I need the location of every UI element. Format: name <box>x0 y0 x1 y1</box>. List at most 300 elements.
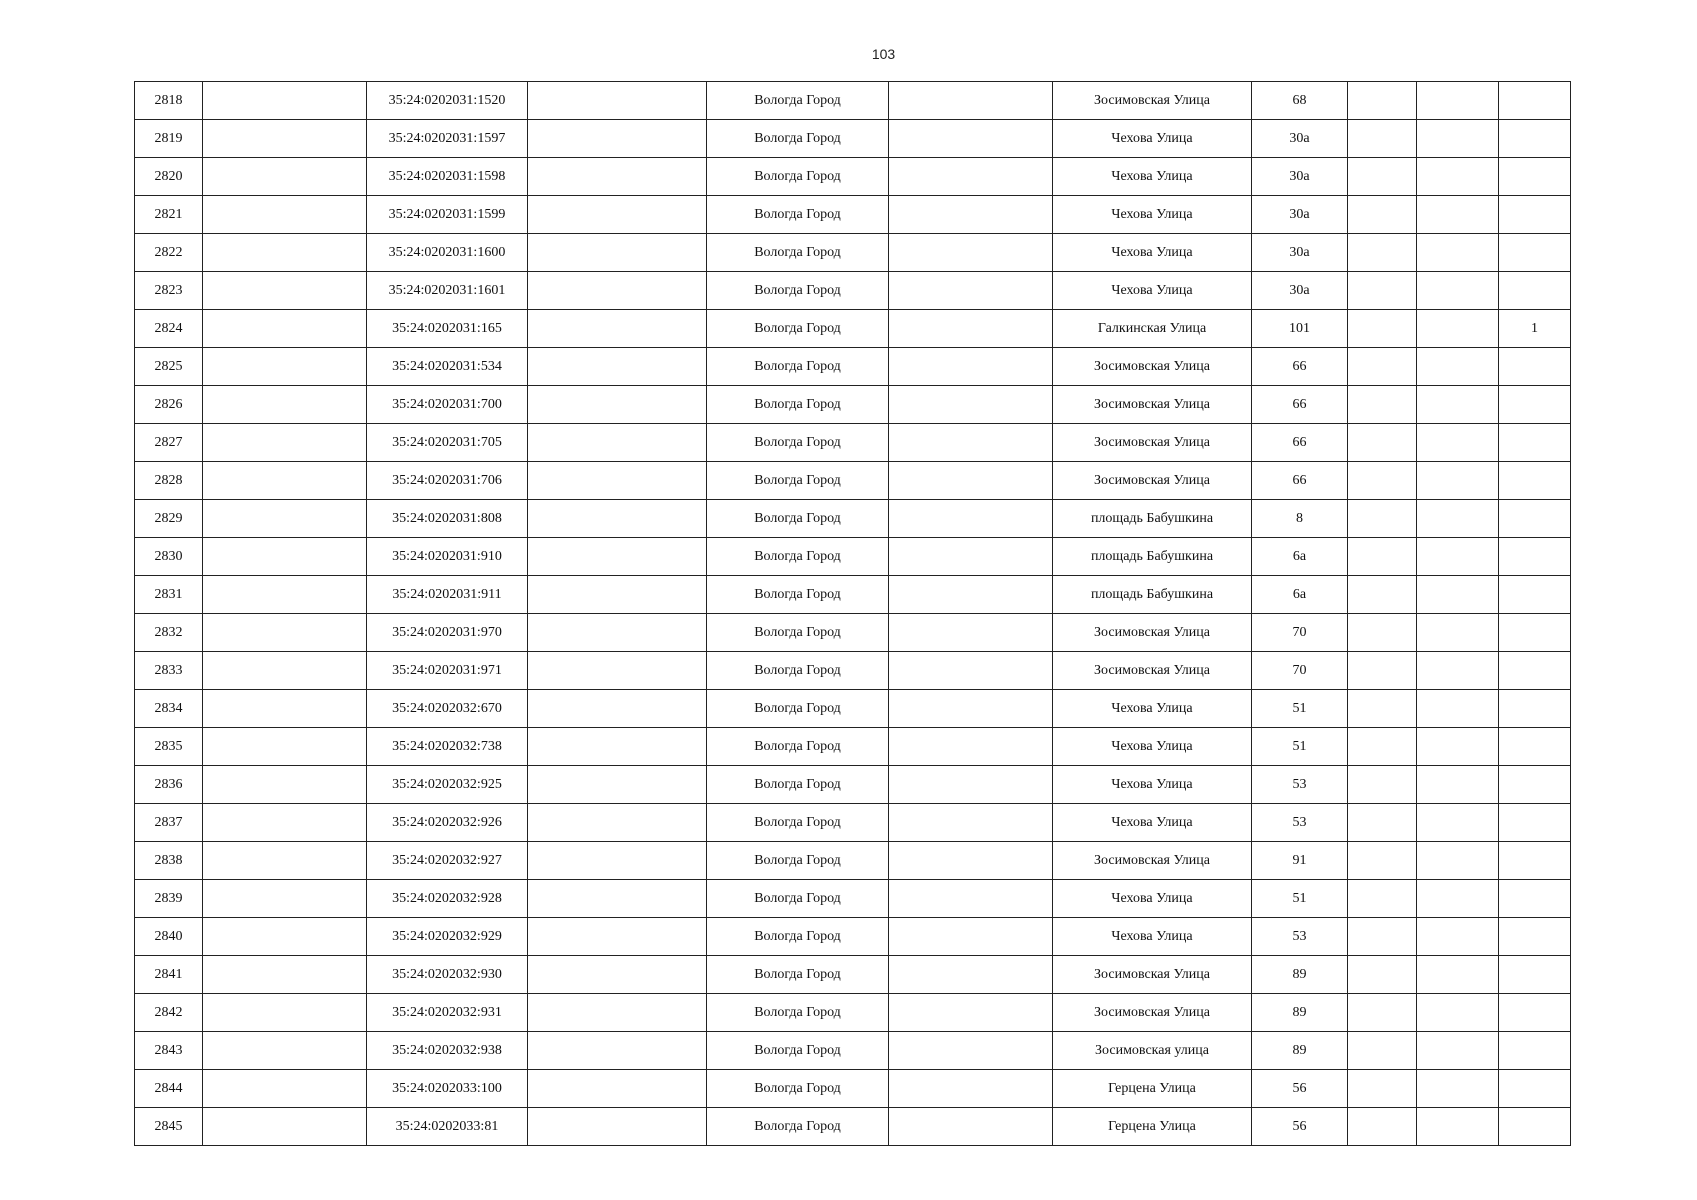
empty-cell <box>889 158 1053 196</box>
cadastral-number-cell: 35:24:0202031:700 <box>367 386 528 424</box>
table-row <box>135 880 1571 918</box>
table-row <box>135 386 1571 424</box>
street-cell: Зосимовская Улица <box>1053 82 1252 120</box>
cadastral-number-cell: 35:24:0202033:81 <box>367 1108 528 1146</box>
street-cell: Чехова Улица <box>1053 728 1252 766</box>
house-number-cell: 6а <box>1252 576 1348 614</box>
table-row <box>135 310 1571 348</box>
empty-cell <box>528 462 707 500</box>
city-cell: Вологда Город <box>707 842 889 880</box>
count-cell <box>1499 880 1571 918</box>
count-cell <box>1499 234 1571 272</box>
empty-cell <box>1417 196 1499 234</box>
empty-cell <box>1348 956 1417 994</box>
empty-cell <box>889 1070 1053 1108</box>
table-row <box>135 956 1571 994</box>
cadastral-number-cell: 35:24:0202031:1599 <box>367 196 528 234</box>
cadastral-number-cell: 35:24:0202031:1520 <box>367 82 528 120</box>
row-number-cell: 2830 <box>135 538 203 576</box>
empty-cell <box>528 804 707 842</box>
city-cell: Вологда Город <box>707 82 889 120</box>
empty-cell <box>1348 994 1417 1032</box>
house-number-cell: 89 <box>1252 1032 1348 1070</box>
street-cell: Герцена Улица <box>1053 1108 1252 1146</box>
empty-cell <box>528 310 707 348</box>
empty-cell <box>1348 652 1417 690</box>
table-row <box>135 500 1571 538</box>
empty-cell <box>1348 538 1417 576</box>
street-cell: Чехова Улица <box>1053 690 1252 728</box>
empty-cell <box>889 804 1053 842</box>
empty-cell <box>528 196 707 234</box>
empty-cell <box>1348 576 1417 614</box>
street-cell: Зосимовская Улица <box>1053 614 1252 652</box>
house-number-cell: 51 <box>1252 880 1348 918</box>
empty-cell <box>1348 918 1417 956</box>
house-number-cell: 91 <box>1252 842 1348 880</box>
empty-cell <box>203 196 367 234</box>
registry-body <box>135 82 1571 1146</box>
empty-cell <box>1417 766 1499 804</box>
row-number-cell: 2838 <box>135 842 203 880</box>
street-cell: Зосимовская Улица <box>1053 956 1252 994</box>
empty-cell <box>889 994 1053 1032</box>
empty-cell <box>1417 576 1499 614</box>
empty-cell <box>528 994 707 1032</box>
empty-cell <box>528 652 707 690</box>
empty-cell <box>528 1108 707 1146</box>
city-cell: Вологда Город <box>707 994 889 1032</box>
empty-cell <box>1417 956 1499 994</box>
row-number-cell: 2825 <box>135 348 203 386</box>
street-cell: Зосимовская Улица <box>1053 842 1252 880</box>
empty-cell <box>889 576 1053 614</box>
street-cell: Зосимовская Улица <box>1053 386 1252 424</box>
empty-cell <box>889 614 1053 652</box>
table-row <box>135 234 1571 272</box>
cadastral-number-cell: 35:24:0202032:670 <box>367 690 528 728</box>
empty-cell <box>889 348 1053 386</box>
empty-cell <box>1417 310 1499 348</box>
cadastral-number-cell: 35:24:0202031:1597 <box>367 120 528 158</box>
empty-cell <box>203 1032 367 1070</box>
city-cell: Вологда Город <box>707 652 889 690</box>
house-number-cell: 53 <box>1252 918 1348 956</box>
empty-cell <box>203 386 367 424</box>
empty-cell <box>1348 804 1417 842</box>
count-cell <box>1499 842 1571 880</box>
row-number-cell: 2839 <box>135 880 203 918</box>
empty-cell <box>1348 82 1417 120</box>
empty-cell <box>203 348 367 386</box>
city-cell: Вологда Город <box>707 386 889 424</box>
registry-table <box>134 81 1571 1146</box>
empty-cell <box>889 956 1053 994</box>
table-row <box>135 1070 1571 1108</box>
house-number-cell: 30а <box>1252 120 1348 158</box>
empty-cell <box>889 424 1053 462</box>
empty-cell <box>528 538 707 576</box>
city-cell: Вологда Город <box>707 918 889 956</box>
city-cell: Вологда Город <box>707 158 889 196</box>
empty-cell <box>889 652 1053 690</box>
page-number: 103 <box>871 46 896 62</box>
table-row <box>135 994 1571 1032</box>
empty-cell <box>1417 424 1499 462</box>
empty-cell <box>528 272 707 310</box>
street-cell: Чехова Улица <box>1053 880 1252 918</box>
count-cell <box>1499 538 1571 576</box>
row-number-cell: 2840 <box>135 918 203 956</box>
cadastral-number-cell: 35:24:0202032:928 <box>367 880 528 918</box>
row-number-cell: 2828 <box>135 462 203 500</box>
empty-cell <box>889 120 1053 158</box>
table-row <box>135 652 1571 690</box>
empty-cell <box>1417 842 1499 880</box>
empty-cell <box>1417 120 1499 158</box>
count-cell <box>1499 804 1571 842</box>
row-number-cell: 2834 <box>135 690 203 728</box>
empty-cell <box>889 310 1053 348</box>
street-cell: Чехова Улица <box>1053 918 1252 956</box>
cadastral-number-cell: 35:24:0202033:100 <box>367 1070 528 1108</box>
table-row <box>135 196 1571 234</box>
empty-cell <box>203 82 367 120</box>
empty-cell <box>528 158 707 196</box>
count-cell <box>1499 272 1571 310</box>
empty-cell <box>1348 690 1417 728</box>
cadastral-number-cell: 35:24:0202031:1598 <box>367 158 528 196</box>
house-number-cell: 56 <box>1252 1070 1348 1108</box>
house-number-cell: 51 <box>1252 690 1348 728</box>
city-cell: Вологда Город <box>707 1108 889 1146</box>
city-cell: Вологда Город <box>707 234 889 272</box>
empty-cell <box>1417 804 1499 842</box>
empty-cell <box>1417 386 1499 424</box>
count-cell <box>1499 424 1571 462</box>
empty-cell <box>1348 462 1417 500</box>
street-cell: Чехова Улица <box>1053 804 1252 842</box>
empty-cell <box>528 1032 707 1070</box>
empty-cell <box>1417 348 1499 386</box>
count-cell <box>1499 1108 1571 1146</box>
empty-cell <box>1417 880 1499 918</box>
house-number-cell: 68 <box>1252 82 1348 120</box>
row-number-cell: 2842 <box>135 994 203 1032</box>
empty-cell <box>1348 766 1417 804</box>
cadastral-number-cell: 35:24:0202031:1601 <box>367 272 528 310</box>
cadastral-number-cell: 35:24:0202031:971 <box>367 652 528 690</box>
street-cell: Чехова Улица <box>1053 272 1252 310</box>
empty-cell <box>528 348 707 386</box>
table-row <box>135 120 1571 158</box>
count-cell <box>1499 462 1571 500</box>
street-cell: Чехова Улица <box>1053 158 1252 196</box>
city-cell: Вологда Город <box>707 1032 889 1070</box>
count-cell <box>1499 348 1571 386</box>
empty-cell <box>203 652 367 690</box>
table-row <box>135 1032 1571 1070</box>
empty-cell <box>1417 272 1499 310</box>
row-number-cell: 2843 <box>135 1032 203 1070</box>
empty-cell <box>1348 880 1417 918</box>
house-number-cell: 6а <box>1252 538 1348 576</box>
cadastral-number-cell: 35:24:0202031:970 <box>367 614 528 652</box>
count-cell <box>1499 690 1571 728</box>
cadastral-number-cell: 35:24:0202031:534 <box>367 348 528 386</box>
empty-cell <box>528 880 707 918</box>
empty-cell <box>528 424 707 462</box>
empty-cell <box>528 234 707 272</box>
row-number-cell: 2824 <box>135 310 203 348</box>
count-cell <box>1499 120 1571 158</box>
empty-cell <box>203 310 367 348</box>
empty-cell <box>1348 234 1417 272</box>
empty-cell <box>203 1108 367 1146</box>
house-number-cell: 51 <box>1252 728 1348 766</box>
table-row <box>135 462 1571 500</box>
empty-cell <box>1417 500 1499 538</box>
count-cell <box>1499 956 1571 994</box>
house-number-cell: 66 <box>1252 348 1348 386</box>
table-row <box>135 614 1571 652</box>
house-number-cell: 56 <box>1252 1108 1348 1146</box>
count-cell <box>1499 994 1571 1032</box>
street-cell: площадь Бабушкина <box>1053 576 1252 614</box>
city-cell: Вологда Город <box>707 424 889 462</box>
empty-cell <box>1348 158 1417 196</box>
row-number-cell: 2844 <box>135 1070 203 1108</box>
table-row <box>135 728 1571 766</box>
empty-cell <box>203 880 367 918</box>
cadastral-number-cell: 35:24:0202031:808 <box>367 500 528 538</box>
empty-cell <box>889 1108 1053 1146</box>
count-cell <box>1499 766 1571 804</box>
house-number-cell: 8 <box>1252 500 1348 538</box>
empty-cell <box>203 804 367 842</box>
empty-cell <box>203 766 367 804</box>
empty-cell <box>528 576 707 614</box>
empty-cell <box>528 956 707 994</box>
empty-cell <box>1348 424 1417 462</box>
row-number-cell: 2823 <box>135 272 203 310</box>
cadastral-number-cell: 35:24:0202032:738 <box>367 728 528 766</box>
empty-cell <box>203 728 367 766</box>
house-number-cell: 101 <box>1252 310 1348 348</box>
street-cell: площадь Бабушкина <box>1053 538 1252 576</box>
city-cell: Вологда Город <box>707 462 889 500</box>
table-row <box>135 1108 1571 1146</box>
empty-cell <box>1417 918 1499 956</box>
empty-cell <box>1348 500 1417 538</box>
empty-cell <box>528 386 707 424</box>
empty-cell <box>528 918 707 956</box>
house-number-cell: 30а <box>1252 234 1348 272</box>
cadastral-number-cell: 35:24:0202032:938 <box>367 1032 528 1070</box>
empty-cell <box>1417 614 1499 652</box>
city-cell: Вологда Город <box>707 804 889 842</box>
row-number-cell: 2819 <box>135 120 203 158</box>
empty-cell <box>203 918 367 956</box>
empty-cell <box>1348 1108 1417 1146</box>
table-row <box>135 348 1571 386</box>
house-number-cell: 30а <box>1252 158 1348 196</box>
table-row <box>135 576 1571 614</box>
row-number-cell: 2822 <box>135 234 203 272</box>
street-cell: Зосимовская Улица <box>1053 424 1252 462</box>
house-number-cell: 66 <box>1252 462 1348 500</box>
house-number-cell: 30а <box>1252 196 1348 234</box>
city-cell: Вологда Город <box>707 310 889 348</box>
cadastral-number-cell: 35:24:0202032:927 <box>367 842 528 880</box>
empty-cell <box>203 462 367 500</box>
table-row <box>135 842 1571 880</box>
city-cell: Вологда Город <box>707 1070 889 1108</box>
empty-cell <box>1417 158 1499 196</box>
empty-cell <box>889 766 1053 804</box>
cadastral-number-cell: 35:24:0202032:926 <box>367 804 528 842</box>
empty-cell <box>889 386 1053 424</box>
row-number-cell: 2841 <box>135 956 203 994</box>
cadastral-number-cell: 35:24:0202032:929 <box>367 918 528 956</box>
empty-cell <box>1348 348 1417 386</box>
empty-cell <box>203 842 367 880</box>
table-row <box>135 272 1571 310</box>
empty-cell <box>203 1070 367 1108</box>
empty-cell <box>528 82 707 120</box>
count-cell <box>1499 614 1571 652</box>
street-cell: Чехова Улица <box>1053 766 1252 804</box>
house-number-cell: 53 <box>1252 766 1348 804</box>
house-number-cell: 89 <box>1252 956 1348 994</box>
empty-cell <box>1417 728 1499 766</box>
empty-cell <box>203 234 367 272</box>
street-cell: Зосимовская Улица <box>1053 462 1252 500</box>
table-row <box>135 918 1571 956</box>
empty-cell <box>889 538 1053 576</box>
empty-cell <box>1348 272 1417 310</box>
count-cell <box>1499 576 1571 614</box>
row-number-cell: 2835 <box>135 728 203 766</box>
empty-cell <box>1417 1032 1499 1070</box>
table-row <box>135 158 1571 196</box>
count-cell <box>1499 82 1571 120</box>
cadastral-number-cell: 35:24:0202031:910 <box>367 538 528 576</box>
empty-cell <box>1348 1070 1417 1108</box>
count-cell <box>1499 652 1571 690</box>
street-cell: площадь Бабушкина <box>1053 500 1252 538</box>
house-number-cell: 53 <box>1252 804 1348 842</box>
row-number-cell: 2836 <box>135 766 203 804</box>
empty-cell <box>1417 538 1499 576</box>
row-number-cell: 2826 <box>135 386 203 424</box>
empty-cell <box>1348 310 1417 348</box>
row-number-cell: 2818 <box>135 82 203 120</box>
street-cell: Зосимовская Улица <box>1053 348 1252 386</box>
empty-cell <box>203 500 367 538</box>
empty-cell <box>528 690 707 728</box>
empty-cell <box>528 500 707 538</box>
empty-cell <box>1348 120 1417 158</box>
cadastral-number-cell: 35:24:0202032:925 <box>367 766 528 804</box>
street-cell: Чехова Улица <box>1053 196 1252 234</box>
street-cell: Чехова Улица <box>1053 120 1252 158</box>
count-cell <box>1499 158 1571 196</box>
count-cell <box>1499 196 1571 234</box>
house-number-cell: 66 <box>1252 424 1348 462</box>
row-number-cell: 2831 <box>135 576 203 614</box>
count-cell <box>1499 386 1571 424</box>
cadastral-number-cell: 35:24:0202031:706 <box>367 462 528 500</box>
city-cell: Вологда Город <box>707 728 889 766</box>
empty-cell <box>203 690 367 728</box>
empty-cell <box>1348 728 1417 766</box>
empty-cell <box>203 956 367 994</box>
city-cell: Вологда Город <box>707 614 889 652</box>
empty-cell <box>203 424 367 462</box>
table-row <box>135 82 1571 120</box>
city-cell: Вологда Город <box>707 690 889 728</box>
empty-cell <box>528 1070 707 1108</box>
house-number-cell: 70 <box>1252 652 1348 690</box>
city-cell: Вологда Город <box>707 576 889 614</box>
empty-cell <box>889 82 1053 120</box>
table-row <box>135 766 1571 804</box>
empty-cell <box>1417 994 1499 1032</box>
empty-cell <box>1417 652 1499 690</box>
count-cell <box>1499 1070 1571 1108</box>
empty-cell <box>889 500 1053 538</box>
city-cell: Вологда Город <box>707 348 889 386</box>
city-cell: Вологда Город <box>707 120 889 158</box>
empty-cell <box>1417 1108 1499 1146</box>
city-cell: Вологда Город <box>707 500 889 538</box>
empty-cell <box>203 614 367 652</box>
city-cell: Вологда Город <box>707 272 889 310</box>
cadastral-number-cell: 35:24:0202032:930 <box>367 956 528 994</box>
city-cell: Вологда Город <box>707 880 889 918</box>
street-cell: Галкинская Улица <box>1053 310 1252 348</box>
empty-cell <box>1348 614 1417 652</box>
empty-cell <box>889 918 1053 956</box>
empty-cell <box>1417 1070 1499 1108</box>
empty-cell <box>203 158 367 196</box>
count-cell <box>1499 1032 1571 1070</box>
empty-cell <box>203 272 367 310</box>
street-cell: Зосимовская улица <box>1053 1032 1252 1070</box>
empty-cell <box>528 614 707 652</box>
count-cell <box>1499 728 1571 766</box>
empty-cell <box>889 196 1053 234</box>
table-row <box>135 804 1571 842</box>
empty-cell <box>528 120 707 158</box>
row-number-cell: 2821 <box>135 196 203 234</box>
empty-cell <box>1348 386 1417 424</box>
empty-cell <box>889 272 1053 310</box>
cadastral-number-cell: 35:24:0202031:911 <box>367 576 528 614</box>
empty-cell <box>203 576 367 614</box>
city-cell: Вологда Город <box>707 766 889 804</box>
empty-cell <box>889 234 1053 272</box>
city-cell: Вологда Город <box>707 196 889 234</box>
empty-cell <box>889 880 1053 918</box>
house-number-cell: 66 <box>1252 386 1348 424</box>
count-cell <box>1499 500 1571 538</box>
street-cell: Зосимовская Улица <box>1053 994 1252 1032</box>
street-cell: Герцена Улица <box>1053 1070 1252 1108</box>
row-number-cell: 2833 <box>135 652 203 690</box>
row-number-cell: 2827 <box>135 424 203 462</box>
